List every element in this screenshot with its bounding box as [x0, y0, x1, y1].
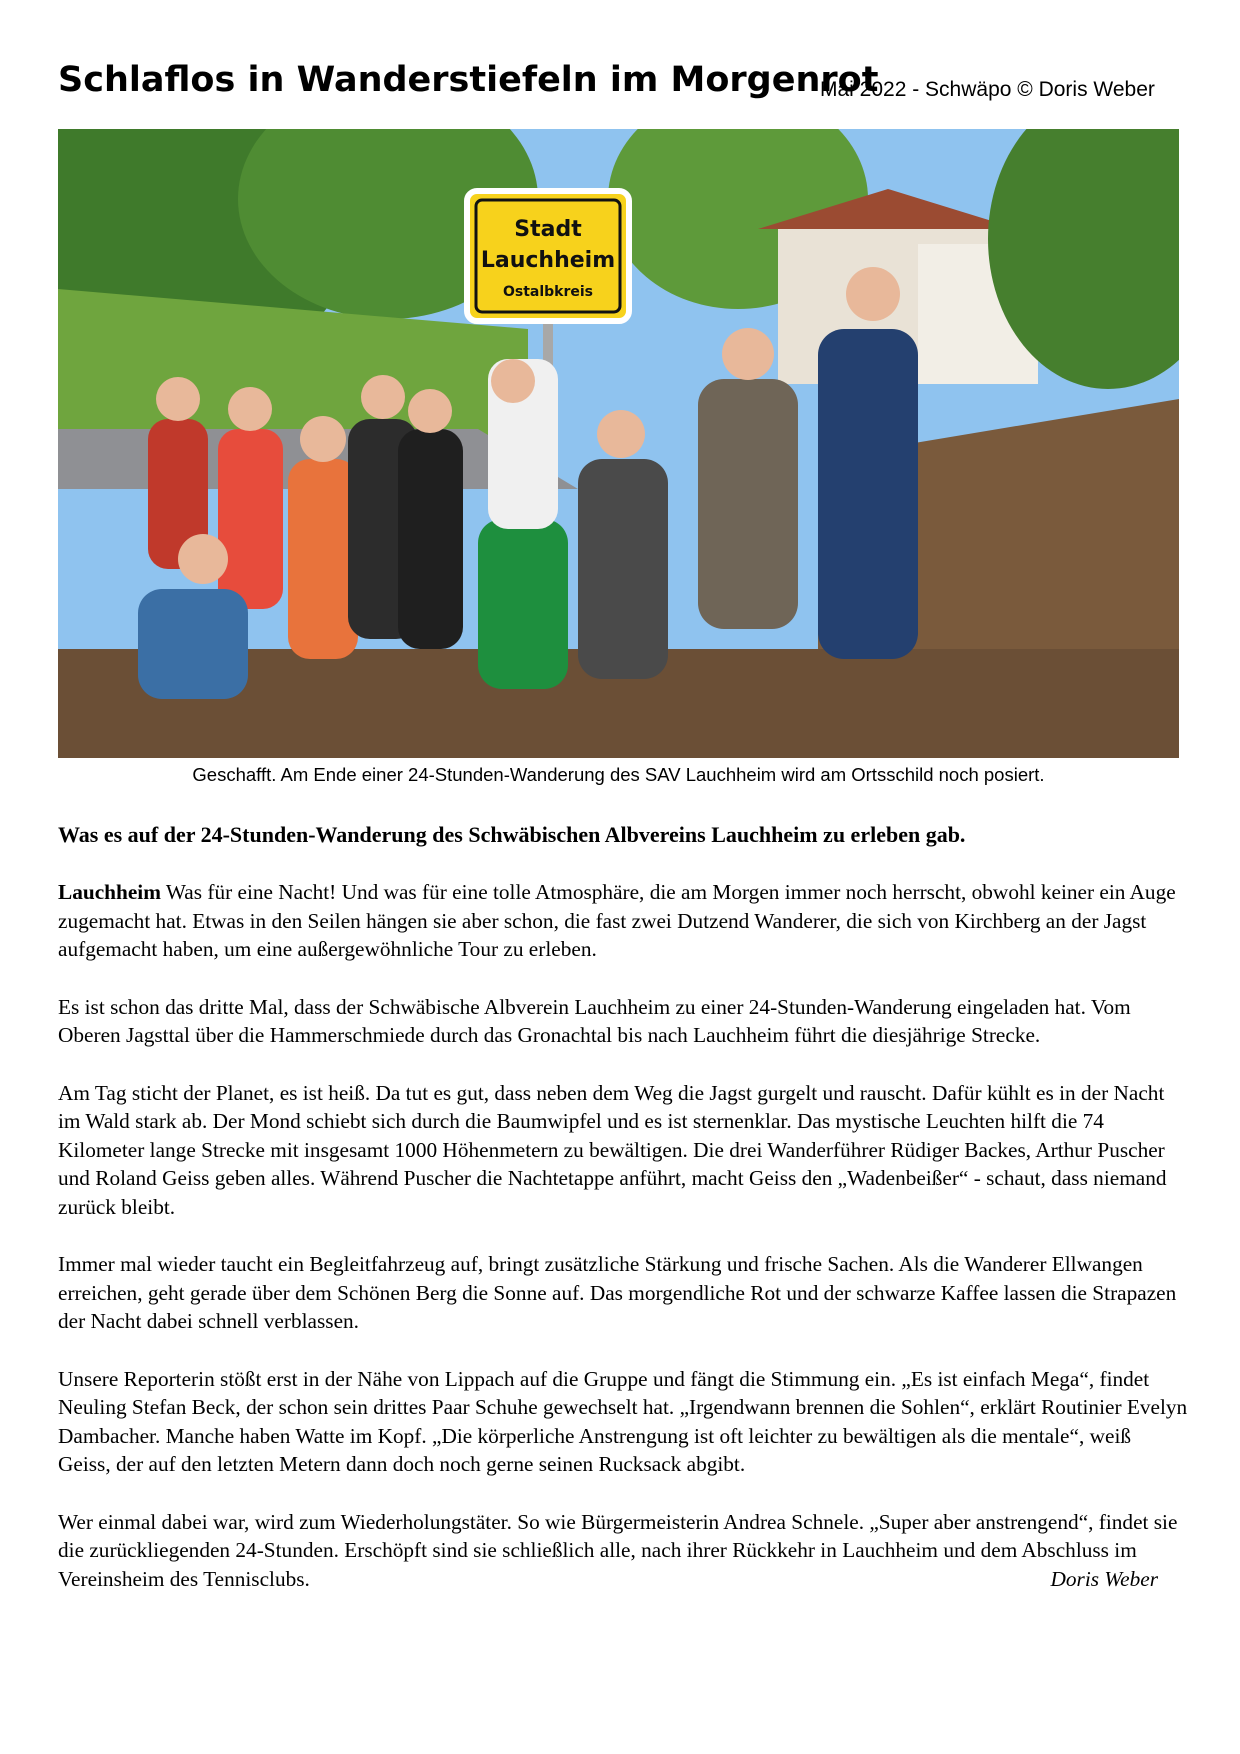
- sign-line-1: Stadt: [514, 217, 582, 242]
- paragraph-1: [58, 878, 1188, 964]
- paragraph-2: Es ist schon das dritte Mal, dass der Schwäbische Albverein Lauchheim zu einer 24-Stunden-Wanderung eingeladen hat. Vom Oberen Jagsttal über die Hammerschmiede durch das Gronachtal bis nach Lauchheim führt die diesjährige Strecke.: [58, 994, 1131, 1047]
- paragraph-1-text: Was für eine Nacht! Und was für eine tolle Atmosphäre, die am Morgen immer noch herrscht, obwohl keiner ein Auge zugemacht hat. Etwas in den Seilen hängen sie aber schon, die fast zwei Dutzend Wanderer, die sich von Kirchberg an der Jagst aufgemacht haben, um eine außergewöhnliche Tour zu erleben.: [58, 880, 1176, 961]
- paragraph-5: Unsere Reporterin stößt erst in der Nähe von Lippach auf die Gruppe und fängt die Stimmung ein. „Es ist einfach Mega“, findet Neuling Stefan Beck, der schon sein drittes Paar Schuhe gewechselt hat. „Irgendwann brennen die Sohlen“, erklärt Routinier Evelyn Dambacher. Manche haben Watte im Kopf. „Die körperliche Anstrengung ist oft leichter zu bewältigen als die mentale“, weiß Geiss, der auf den letzten Metern dann doch noch gerne seinen Rucksack abgibt.: [58, 1366, 1188, 1476]
- author-signature: Doris Weber: [1050, 1566, 1158, 1591]
- photo-caption: Geschafft. Am Ende einer 24-Stunden-Wanderung des SAV Lauchheim wird am Ortsschild noch posiert.: [192, 764, 1045, 785]
- group-photo: [58, 129, 1179, 758]
- sign-line-3: Ostalbkreis: [502, 284, 594, 300]
- paragraph-3: Am Tag sticht der Planet, es ist heiß. Da tut es gut, dass neben dem Weg die Jagst gurgelt und rauscht. Dafür kühlt es in der Nacht im Wald stark ab. Der Mond schiebt sich durch die Baumwipfel und es ist sternenklar. Das mystische Leuchten hilft die 74 Kilometer lange Strecke mit insgesamt 1000 Höhenmetern zu bewältigen. Die drei Wanderführer Rüdiger Backes, Arthur Puscher und Roland Geiss geben alles. Während Puscher die Nachtetappe anführt, macht Geiss den „Wadenbeißer“ - schaut, dass niemand zurück bleibt.: [58, 1080, 1167, 1219]
- paragraph-4: Immer mal wieder taucht ein Begleitfahrzeug auf, bringt zusätzliche Stärkung und frische Sachen. Als die Wanderer Ellwangen erreichen, geht gerade über dem Schönen Berg die Sonne auf. Das morgendliche Rot und der schwarze Kaffee lassen die Strapazen der Nacht dabei schnell verblassen.: [58, 1252, 1177, 1333]
- dateline: Lauchheim: [58, 880, 161, 904]
- paragraph-6: [58, 1508, 1188, 1594]
- publication-meta: Mai 2022 - Schwäpo © Doris Weber: [820, 78, 1155, 101]
- paragraph-6-text: Wer einmal dabei war, wird zum Wiederholungstäter. So wie Bürgermeisterin Andrea Schnele. „Super aber anstrengend“, findet sie die zurückliegenden 24-Stunden. Erschöpft sind sie schließlich alle, nach ihrer Rückkehr in Lauchheim und dem Abschluss im Vereinsheim des Tennisclubs.: [58, 1509, 1178, 1591]
- page-title: Schlaflos in Wanderstiefeln im Morgenrot: [58, 60, 879, 100]
- article-subheadline: Was es auf der 24-Stunden-Wanderung des Schwäbischen Albvereins Lauchheim zu erleben gab.: [58, 822, 966, 847]
- article-body: [58, 878, 1188, 1622]
- sign-line-2: Lauchheim: [480, 248, 616, 273]
